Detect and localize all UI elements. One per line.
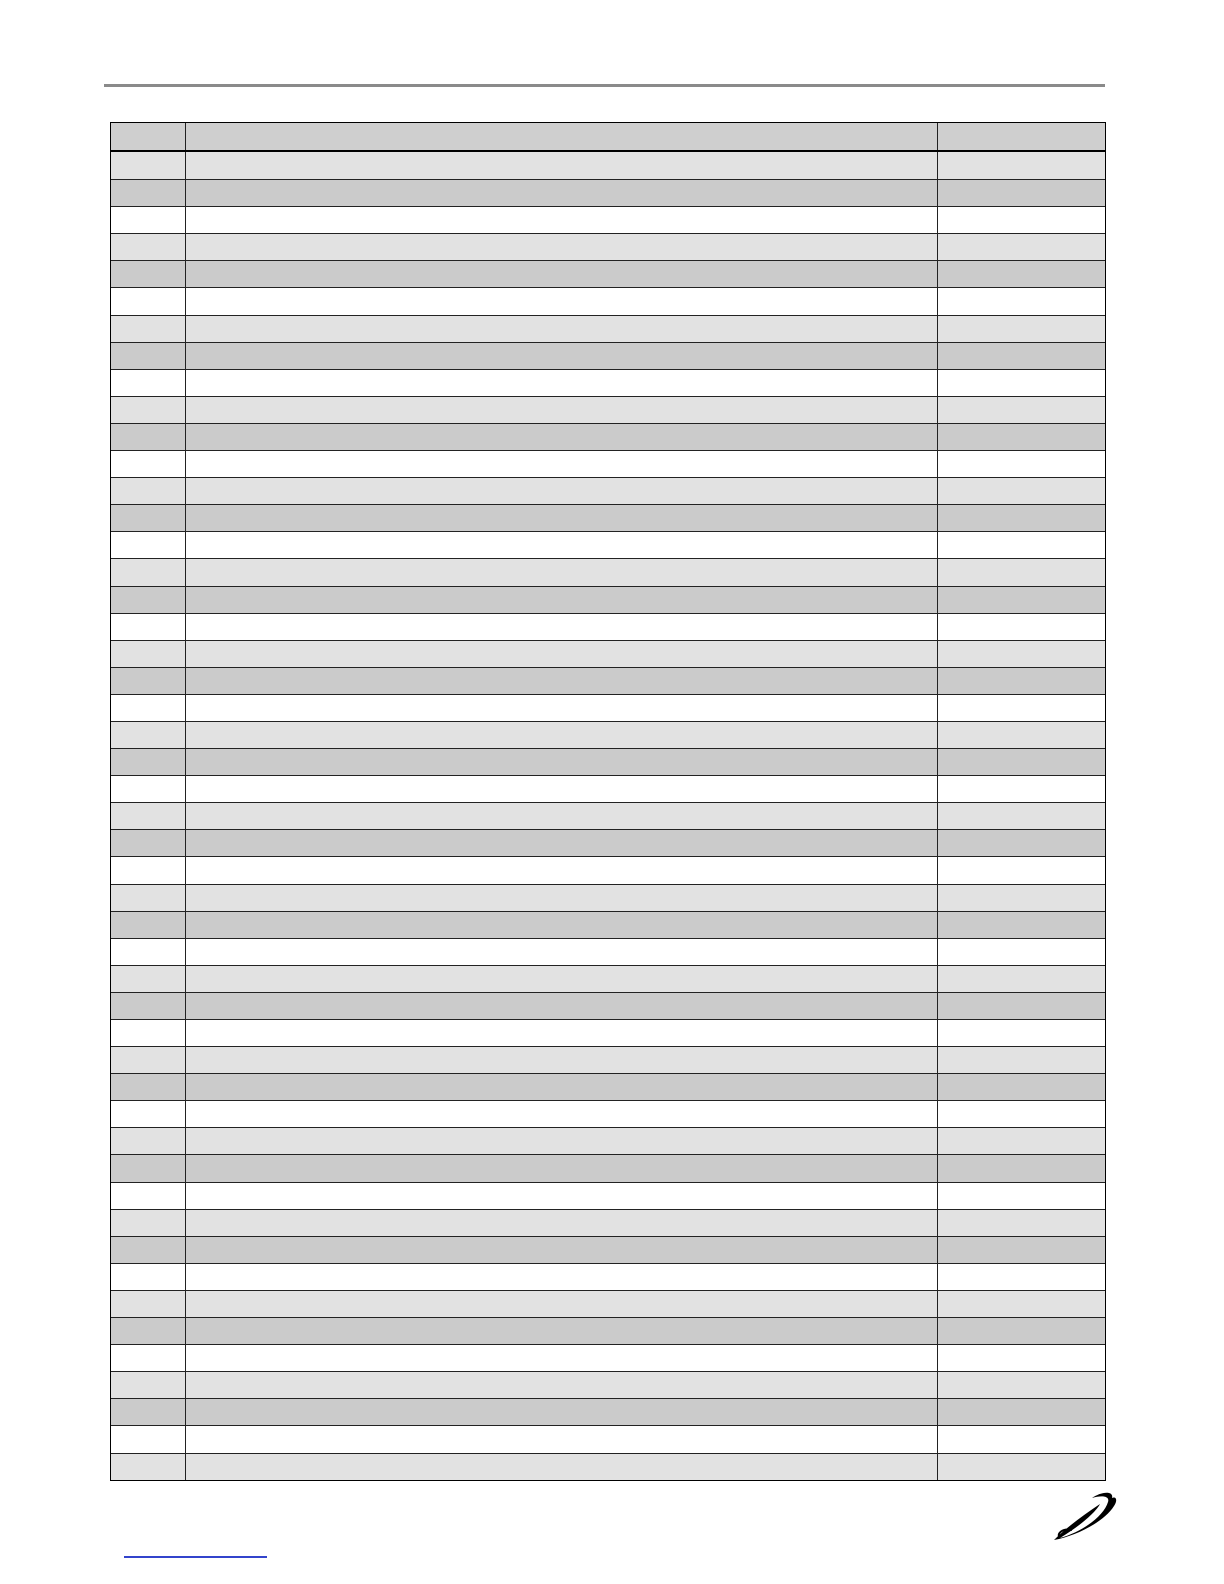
table-row bbox=[111, 1127, 1105, 1154]
table-row bbox=[111, 721, 1105, 748]
table-cell bbox=[186, 1074, 938, 1100]
table-cell bbox=[938, 316, 1105, 342]
table-row bbox=[111, 856, 1105, 883]
table-row bbox=[111, 260, 1105, 287]
table-cell bbox=[111, 1426, 186, 1452]
table-row bbox=[111, 233, 1105, 260]
table-cell bbox=[938, 288, 1105, 314]
table-cell bbox=[186, 885, 938, 911]
table-row bbox=[111, 613, 1105, 640]
table-row bbox=[111, 1182, 1105, 1209]
table-cell bbox=[111, 559, 186, 585]
table-cell bbox=[186, 1345, 938, 1371]
table-cell bbox=[938, 993, 1105, 1019]
header-cell-3 bbox=[938, 123, 1105, 150]
table-cell bbox=[111, 180, 186, 206]
table-cell bbox=[111, 1264, 186, 1290]
table-cell bbox=[111, 857, 186, 883]
table-cell bbox=[938, 559, 1105, 585]
table-cell bbox=[111, 587, 186, 613]
table-cell bbox=[111, 749, 186, 775]
table-cell bbox=[111, 1291, 186, 1317]
table-cell bbox=[186, 803, 938, 829]
table-cell bbox=[938, 1399, 1105, 1425]
table-cell bbox=[111, 532, 186, 558]
table-cell bbox=[111, 234, 186, 260]
header-rule bbox=[104, 84, 1105, 87]
table-row bbox=[111, 423, 1105, 450]
table-cell bbox=[938, 1210, 1105, 1236]
data-table bbox=[110, 122, 1106, 1481]
table-cell bbox=[186, 1237, 938, 1263]
table-cell bbox=[938, 1454, 1105, 1480]
table-row bbox=[111, 315, 1105, 342]
table-row bbox=[111, 1263, 1105, 1290]
table-cell bbox=[186, 316, 938, 342]
table-cell bbox=[186, 966, 938, 992]
table-cell bbox=[938, 1372, 1105, 1398]
table-cell bbox=[938, 207, 1105, 233]
table-cell bbox=[938, 451, 1105, 477]
table-cell bbox=[111, 776, 186, 802]
table-cell bbox=[111, 695, 186, 721]
table-cell bbox=[186, 261, 938, 287]
table-cell bbox=[186, 397, 938, 423]
table-cell bbox=[186, 1183, 938, 1209]
table-row bbox=[111, 396, 1105, 423]
table-cell bbox=[938, 966, 1105, 992]
table-cell bbox=[111, 1345, 186, 1371]
table-row bbox=[111, 1046, 1105, 1073]
table-cell bbox=[111, 885, 186, 911]
table-cell bbox=[938, 668, 1105, 694]
table-row bbox=[111, 342, 1105, 369]
table-row bbox=[111, 1236, 1105, 1263]
table-row bbox=[111, 1398, 1105, 1425]
table-row bbox=[111, 1290, 1105, 1317]
table-cell bbox=[111, 1155, 186, 1181]
table-cell bbox=[938, 749, 1105, 775]
table-cell bbox=[111, 316, 186, 342]
table-cell bbox=[111, 370, 186, 396]
table-cell bbox=[186, 1399, 938, 1425]
table-cell bbox=[938, 152, 1105, 179]
table-row bbox=[111, 1209, 1105, 1236]
footer-link-underline[interactable] bbox=[124, 1556, 267, 1558]
table-cell bbox=[186, 939, 938, 965]
table-cell bbox=[111, 1183, 186, 1209]
table-row bbox=[111, 1100, 1105, 1127]
table-cell bbox=[111, 614, 186, 640]
table-row bbox=[111, 1425, 1105, 1452]
table-cell bbox=[938, 1183, 1105, 1209]
table-cell bbox=[938, 939, 1105, 965]
table-row bbox=[111, 775, 1105, 802]
table-row bbox=[111, 504, 1105, 531]
table-cell bbox=[938, 424, 1105, 450]
table-row bbox=[111, 802, 1105, 829]
table-cell bbox=[111, 424, 186, 450]
table-cell bbox=[186, 532, 938, 558]
table-cell bbox=[938, 532, 1105, 558]
table-cell bbox=[938, 1074, 1105, 1100]
table-cell bbox=[938, 912, 1105, 938]
table-cell bbox=[938, 1128, 1105, 1154]
table-cell bbox=[186, 614, 938, 640]
table-cell bbox=[938, 1264, 1105, 1290]
table-cell bbox=[938, 776, 1105, 802]
header-cell-2 bbox=[186, 123, 938, 150]
table-cell bbox=[938, 641, 1105, 667]
table-cell bbox=[111, 1237, 186, 1263]
table-row bbox=[111, 450, 1105, 477]
table-cell bbox=[111, 505, 186, 531]
table-cell bbox=[186, 1291, 938, 1317]
table-cell bbox=[111, 803, 186, 829]
table-cell bbox=[938, 1237, 1105, 1263]
table-cell bbox=[111, 261, 186, 287]
table-cell bbox=[186, 1128, 938, 1154]
table-body bbox=[111, 152, 1105, 1480]
table-cell bbox=[938, 587, 1105, 613]
table-cell bbox=[938, 261, 1105, 287]
table-cell bbox=[186, 722, 938, 748]
table-cell bbox=[186, 587, 938, 613]
table-cell bbox=[938, 885, 1105, 911]
table-cell bbox=[111, 451, 186, 477]
table-cell bbox=[111, 288, 186, 314]
table-row bbox=[111, 884, 1105, 911]
table-cell bbox=[938, 234, 1105, 260]
table-cell bbox=[938, 343, 1105, 369]
table-row bbox=[111, 694, 1105, 721]
table-row bbox=[111, 667, 1105, 694]
table-cell bbox=[111, 1318, 186, 1344]
table-cell bbox=[186, 370, 938, 396]
table-cell bbox=[938, 1291, 1105, 1317]
table-cell bbox=[186, 505, 938, 531]
table-row bbox=[111, 152, 1105, 179]
table-cell bbox=[111, 1101, 186, 1127]
table-row bbox=[111, 1073, 1105, 1100]
table-row bbox=[111, 938, 1105, 965]
table-cell bbox=[186, 1020, 938, 1046]
table-row bbox=[111, 640, 1105, 667]
table-cell bbox=[938, 803, 1105, 829]
table-row bbox=[111, 1344, 1105, 1371]
table-cell bbox=[938, 722, 1105, 748]
table-row bbox=[111, 965, 1105, 992]
table-cell bbox=[186, 207, 938, 233]
table-cell bbox=[111, 1372, 186, 1398]
table-header-row bbox=[111, 123, 1105, 152]
table-cell bbox=[938, 1345, 1105, 1371]
table-cell bbox=[186, 1210, 938, 1236]
table-cell bbox=[938, 1047, 1105, 1073]
table-cell bbox=[186, 152, 938, 179]
table-cell bbox=[186, 424, 938, 450]
table-cell bbox=[938, 857, 1105, 883]
table-cell bbox=[938, 505, 1105, 531]
table-cell bbox=[111, 1454, 186, 1480]
table-cell bbox=[111, 1128, 186, 1154]
table-cell bbox=[111, 1047, 186, 1073]
table-cell bbox=[111, 1020, 186, 1046]
table-cell bbox=[111, 478, 186, 504]
table-row bbox=[111, 1371, 1105, 1398]
table-cell bbox=[111, 152, 186, 179]
table-row bbox=[111, 829, 1105, 856]
table-cell bbox=[186, 1101, 938, 1127]
table-cell bbox=[938, 695, 1105, 721]
table-row bbox=[111, 287, 1105, 314]
table-cell bbox=[186, 180, 938, 206]
table-cell bbox=[111, 641, 186, 667]
table-cell bbox=[938, 370, 1105, 396]
table-cell bbox=[186, 993, 938, 1019]
table-cell bbox=[938, 614, 1105, 640]
table-row bbox=[111, 748, 1105, 775]
table-row bbox=[111, 531, 1105, 558]
table-cell bbox=[186, 559, 938, 585]
table-cell bbox=[111, 207, 186, 233]
table-cell bbox=[186, 1426, 938, 1452]
table-cell bbox=[111, 1399, 186, 1425]
table-cell bbox=[111, 722, 186, 748]
table-cell bbox=[111, 668, 186, 694]
table-cell bbox=[938, 1155, 1105, 1181]
table-cell bbox=[938, 1101, 1105, 1127]
table-row bbox=[111, 558, 1105, 585]
table-cell bbox=[186, 1372, 938, 1398]
table-cell bbox=[186, 830, 938, 856]
table-cell bbox=[186, 749, 938, 775]
table-cell bbox=[938, 830, 1105, 856]
table-row bbox=[111, 1453, 1105, 1480]
table-row bbox=[111, 369, 1105, 396]
table-cell bbox=[186, 857, 938, 883]
table-cell bbox=[186, 1454, 938, 1480]
table-cell bbox=[111, 343, 186, 369]
table-cell bbox=[186, 478, 938, 504]
table-row bbox=[111, 1317, 1105, 1344]
table-cell bbox=[186, 1318, 938, 1344]
table-cell bbox=[186, 641, 938, 667]
table-cell bbox=[111, 830, 186, 856]
table-cell bbox=[186, 288, 938, 314]
table-cell bbox=[938, 478, 1105, 504]
table-cell bbox=[186, 912, 938, 938]
table-row bbox=[111, 992, 1105, 1019]
table-cell bbox=[938, 1318, 1105, 1344]
table-cell bbox=[111, 966, 186, 992]
table-cell bbox=[938, 1020, 1105, 1046]
table-cell bbox=[186, 668, 938, 694]
company-logo-icon bbox=[1052, 1486, 1122, 1546]
table-cell bbox=[111, 912, 186, 938]
table-cell bbox=[938, 397, 1105, 423]
table-cell bbox=[186, 695, 938, 721]
table-cell bbox=[938, 1426, 1105, 1452]
table-row bbox=[111, 586, 1105, 613]
table-cell bbox=[111, 939, 186, 965]
table-cell bbox=[186, 451, 938, 477]
table-cell bbox=[186, 1155, 938, 1181]
table-row bbox=[111, 179, 1105, 206]
table-row bbox=[111, 911, 1105, 938]
table-cell bbox=[111, 1210, 186, 1236]
table-row bbox=[111, 1019, 1105, 1046]
header-cell-1 bbox=[111, 123, 186, 150]
table-row bbox=[111, 477, 1105, 504]
table-cell bbox=[186, 343, 938, 369]
table-cell bbox=[938, 180, 1105, 206]
table-cell bbox=[186, 1047, 938, 1073]
table-cell bbox=[111, 993, 186, 1019]
table-row bbox=[111, 1154, 1105, 1181]
table-cell bbox=[111, 397, 186, 423]
table-cell bbox=[186, 1264, 938, 1290]
table-cell bbox=[111, 1074, 186, 1100]
table-cell bbox=[186, 234, 938, 260]
table-row bbox=[111, 206, 1105, 233]
table-cell bbox=[186, 776, 938, 802]
